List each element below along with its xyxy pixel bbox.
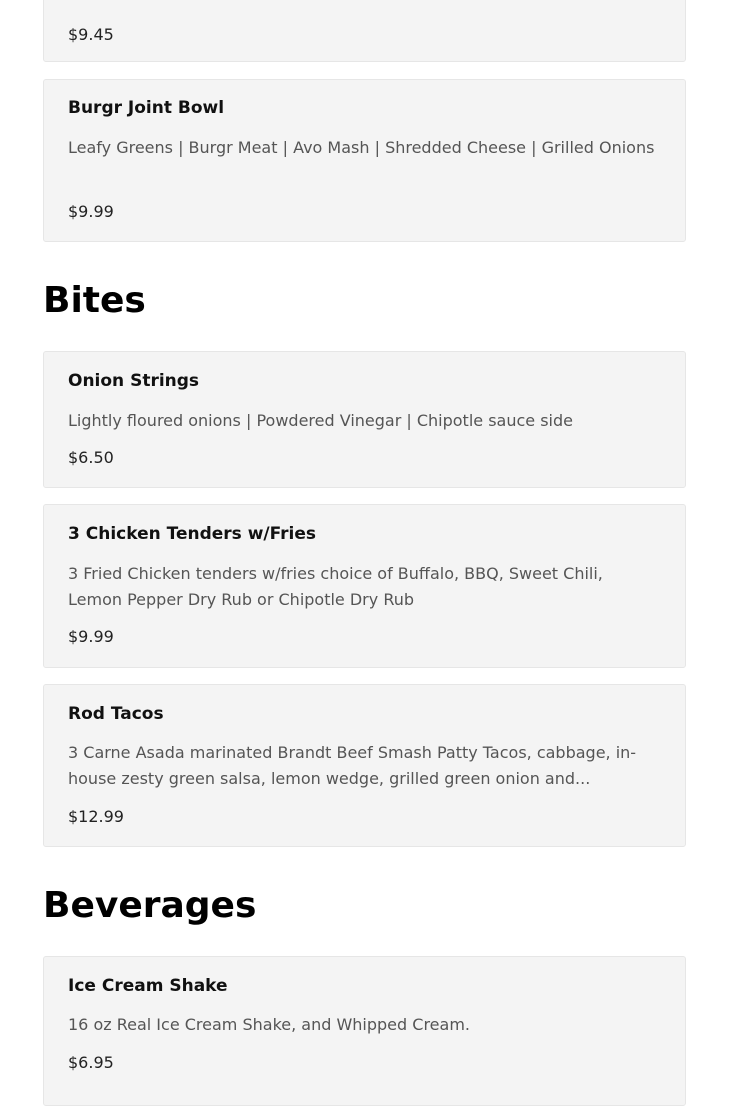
item-name: Onion Strings bbox=[68, 371, 200, 391]
item-description: 3 Carne Asada marinated Brandt Beef Smash Patty Tacos, cabbage, in-house zesty green salsa, lemon wedge, grilled green onion and... bbox=[68, 743, 637, 788]
item-description: Lightly floured onions | Powdered Vinegar | Chipotle sauce side bbox=[68, 411, 573, 430]
item-price: $6.95 bbox=[68, 1053, 114, 1072]
item-name: 3 Chicken Tenders w/Fries bbox=[68, 524, 317, 544]
item-price: $12.99 bbox=[68, 807, 124, 826]
section-title-bites: Bites bbox=[43, 280, 146, 321]
item-description: 3 Fried Chicken tenders w/fries choice of Buffalo, BBQ, Sweet Chili, Lemon Pepper Dry Rub or Chipotle Dry Rub bbox=[68, 564, 603, 609]
menu-item-ice-cream-shake[interactable] bbox=[43, 956, 686, 1106]
menu-item-burgr-joint-bowl[interactable] bbox=[43, 79, 686, 242]
item-price: $9.99 bbox=[68, 627, 114, 646]
item-name: Burgr Joint Bowl bbox=[68, 98, 225, 118]
menu-item-onion-strings[interactable] bbox=[43, 351, 686, 488]
menu-item-rod-tacos[interactable] bbox=[43, 684, 686, 847]
menu-item-card[interactable] bbox=[43, 0, 686, 62]
item-price: $9.99 bbox=[68, 202, 114, 221]
section-title-beverages: Beverages bbox=[43, 885, 257, 926]
menu-item-chicken-tenders[interactable] bbox=[43, 504, 686, 668]
item-description: 16 oz Real Ice Cream Shake, and Whipped Cream. bbox=[68, 1015, 470, 1034]
item-price: $6.50 bbox=[68, 448, 114, 467]
item-name: Ice Cream Shake bbox=[68, 976, 228, 996]
item-name: Rod Tacos bbox=[68, 704, 164, 724]
item-description: Leafy Greens | Burgr Meat | Avo Mash | Shredded Cheese | Grilled Onions bbox=[68, 138, 655, 157]
item-price: $9.45 bbox=[68, 25, 114, 44]
